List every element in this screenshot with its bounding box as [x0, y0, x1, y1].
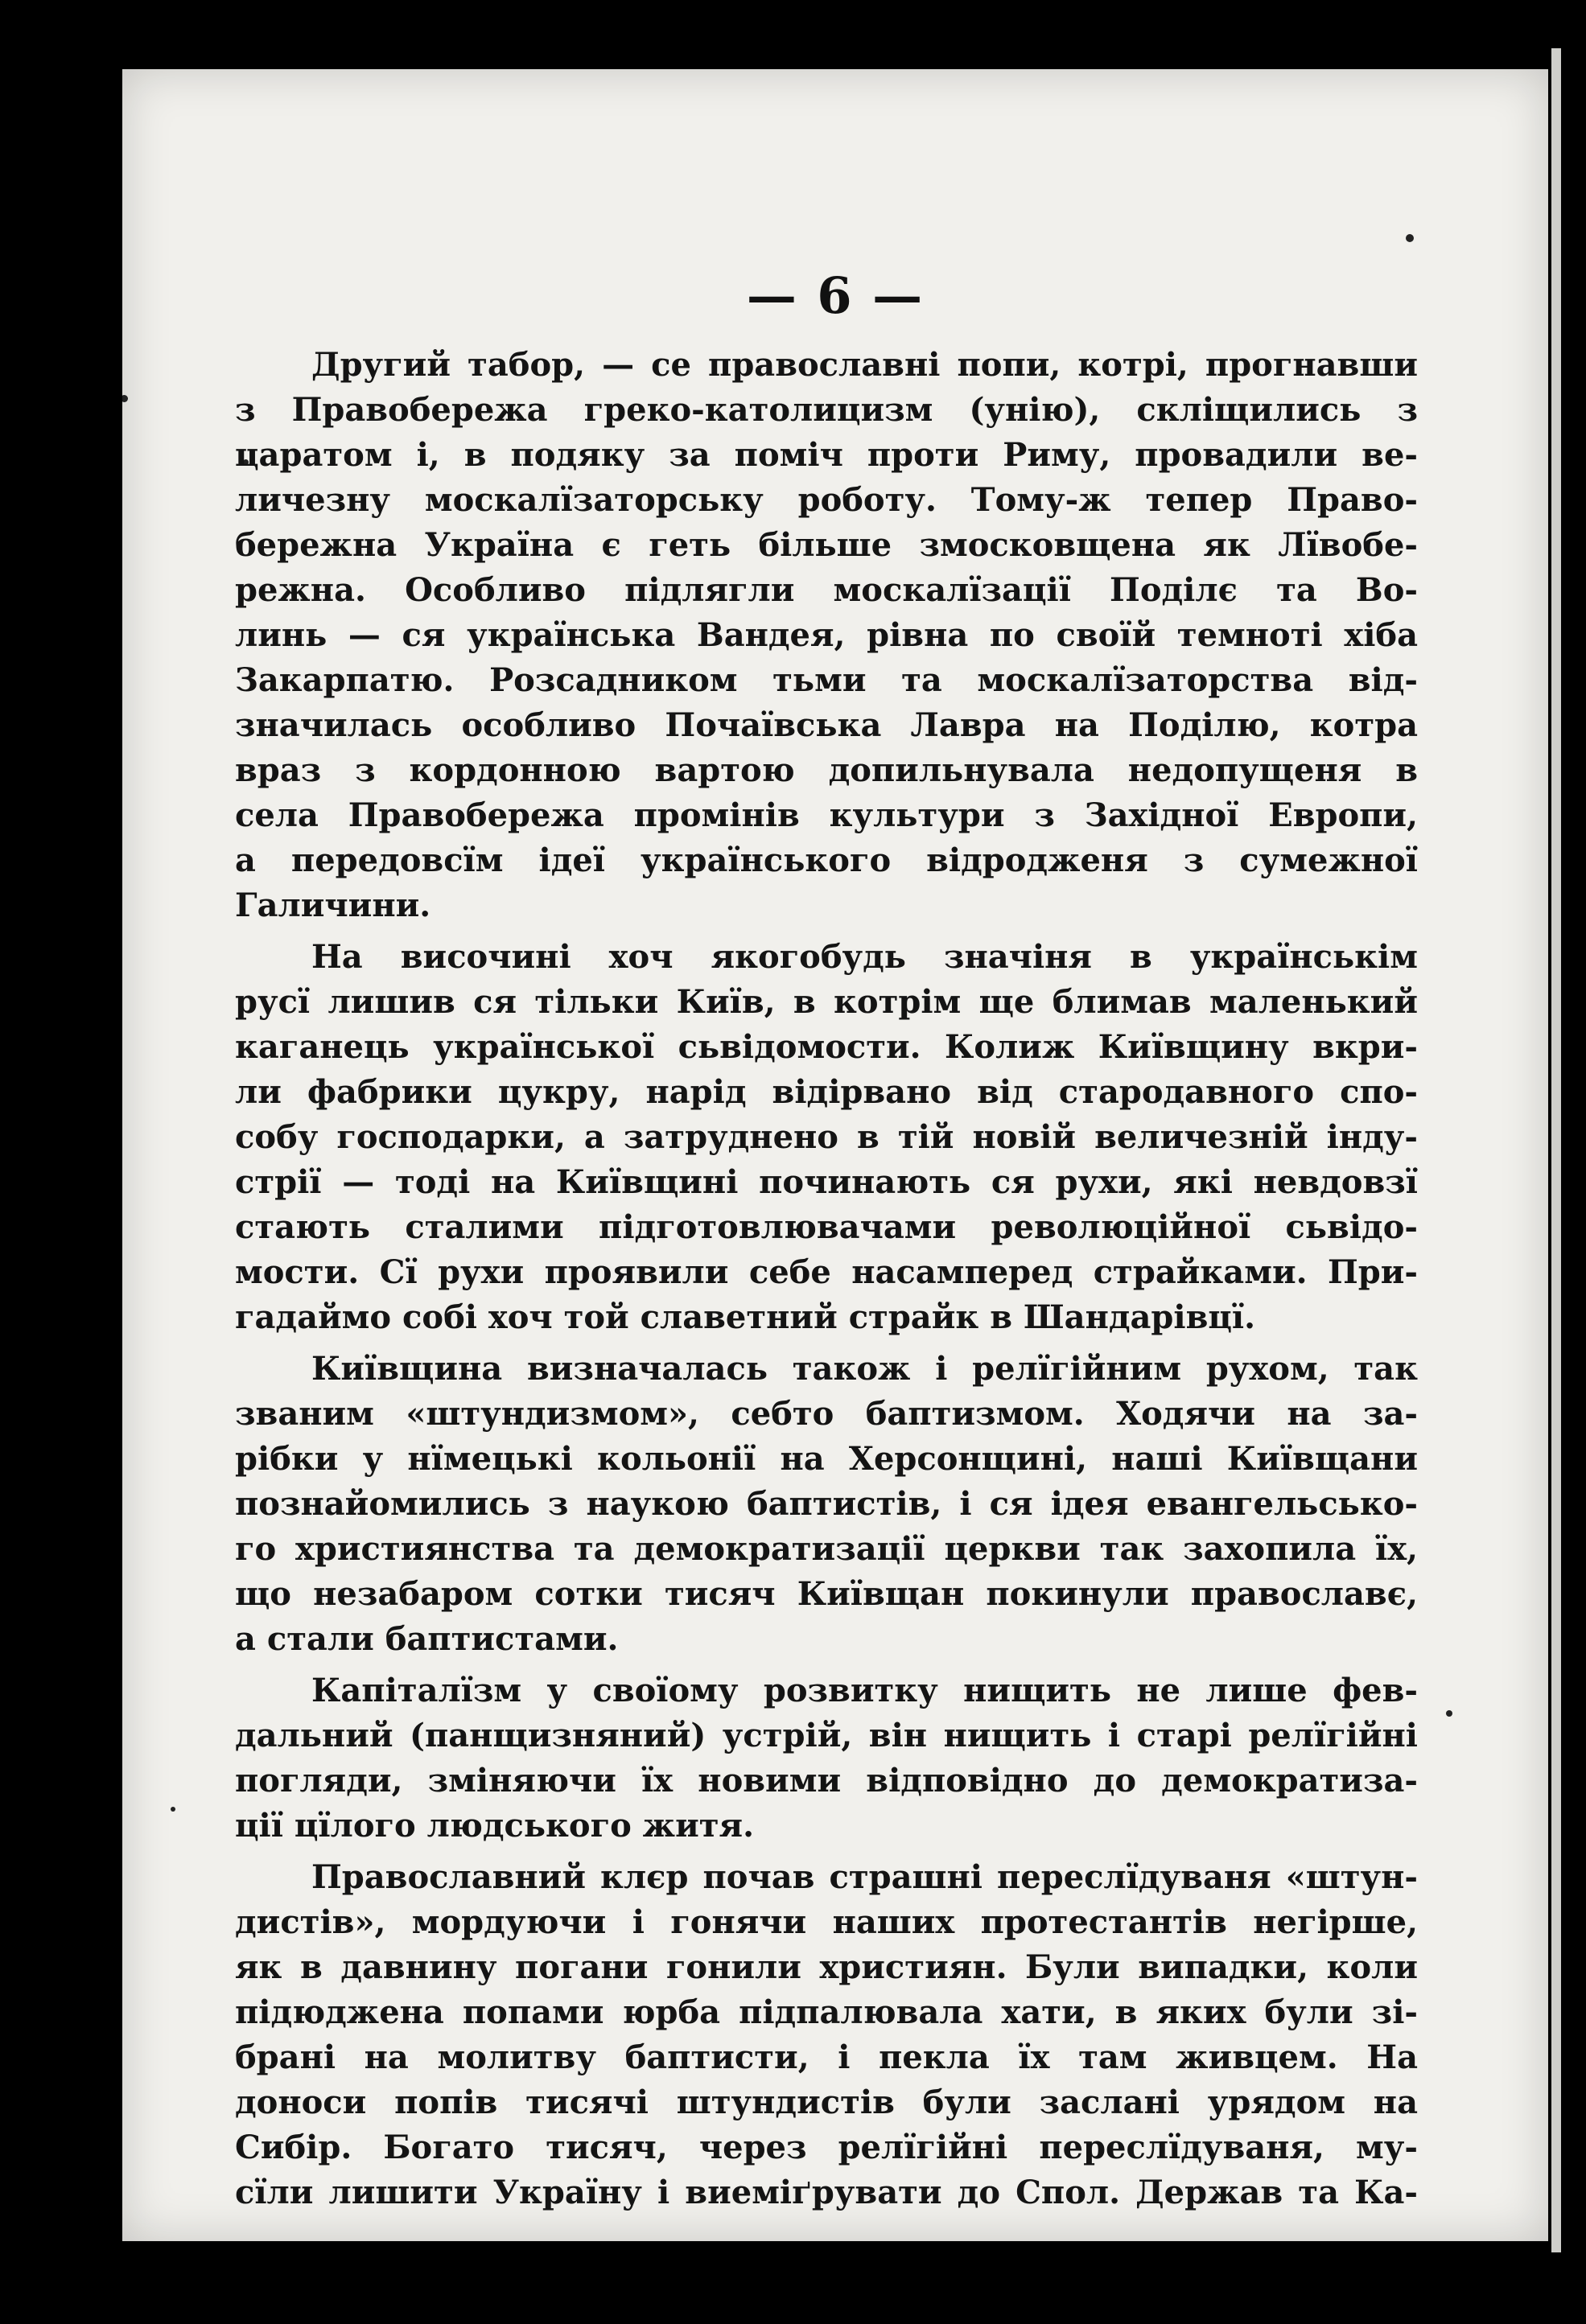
text-line: а передовсїм ідеї українського відродженя з сумежної — [235, 841, 1418, 879]
paragraph — [235, 935, 1418, 1340]
paragraph — [235, 1347, 1418, 1662]
text-line: познайомились з наукою баптистів, і ся ідея евангельсько- — [235, 1485, 1418, 1523]
text-line: каганець української сьвідомости. Колиж Київщину вкри- — [235, 1028, 1418, 1066]
text-line: русї лишив ся тільки Київ, в котрім ще блимав маленький — [235, 983, 1418, 1021]
scan-speck — [122, 395, 128, 402]
text-line: з Правобережа греко-католицизм (унію), скліщились з — [235, 391, 1418, 429]
text-line: го християнства та демократизації церкви так захопила їх, — [235, 1530, 1418, 1568]
text-line: Закарпатю. Розсадником тьми та москалїзаторства від- — [235, 661, 1418, 699]
text-line: Православний клєр почав страшні переслїдуваня «штун- — [311, 1858, 1418, 1896]
text-line: дальний (панщизняний) устрій, він нищить і старі релїгійні — [235, 1717, 1418, 1754]
text-line: рібки у нїмецькі кольонії на Херсонщині, наші Київщани — [235, 1440, 1418, 1478]
text-line: стають сталими підготовлювачами революційної сьвідо- — [235, 1208, 1418, 1246]
text-line: що незабаром сотки тисяч Київщан покинули православє, — [235, 1575, 1418, 1613]
paragraph — [235, 1855, 1418, 2215]
text-line: личезну москалїзаторську роботу. Тому-ж тепер Право- — [235, 481, 1418, 519]
adjacent-page-edge — [1551, 48, 1561, 2252]
paragraph — [235, 1668, 1418, 1849]
scan-speck — [171, 1807, 175, 1812]
text-line: погляди, зміняючи їх новими відповідно до демократиза- — [235, 1762, 1418, 1800]
text-line: линь — ся українська Вандея, рівна по своїй темноті хіба — [235, 616, 1418, 654]
text-line: дистів», мордуючи і гонячи наших протестантів негірше, — [235, 1903, 1418, 1941]
text-line: стрії — тоді на Київщині починають ся рухи, які невдовзї — [235, 1163, 1418, 1201]
text-line: царатом і, в подяку за поміч проти Риму, провадили ве- — [235, 436, 1418, 474]
body-text — [235, 343, 1418, 2222]
text-line: режна. Особливо підлягли москалїзації Поділє та Во- — [235, 571, 1418, 609]
text-line: мости. Сї рухи проявили себе насамперед страйками. При- — [235, 1253, 1418, 1291]
text-line: званим «штундизмом», себто баптизмом. Ходячи на за- — [235, 1395, 1418, 1433]
text-line: Другий табор, — се православні попи, котрі, прогнавши — [311, 346, 1418, 384]
text-line: брані на молитву баптисти, і пекла їх там живцем. На — [235, 2038, 1418, 2076]
text-line: Капіталїзм у своїому розвитку нищить не лише фев- — [311, 1672, 1418, 1709]
scan-speck — [1446, 1710, 1452, 1717]
paragraph — [235, 343, 1418, 928]
scan-speck — [1406, 234, 1414, 242]
text-line: собу господарки, а затруднено в тій новій величезній інду- — [235, 1118, 1418, 1156]
text-line: підюджена попами юрба підпалювала хати, в яких були зі- — [235, 1993, 1418, 2031]
text-line: а стали баптистами. — [235, 1620, 619, 1658]
text-line: враз з кордонною вартою допильнувала недопущеня в — [235, 751, 1418, 789]
text-line: На височині хоч якогобудь значіня в українськім — [311, 938, 1418, 976]
text-line: ції цїлого людського житя. — [235, 1807, 754, 1845]
book-page — [122, 69, 1548, 2241]
text-line: Київщина визначалась також і релїгійним рухом, так — [311, 1350, 1418, 1388]
page-number: — 6 — — [746, 266, 925, 325]
text-line: ли фабрики цукру, нарід відірвано від стародавного спо- — [235, 1073, 1418, 1111]
text-line: доноси попів тисячі штундистів були заслані урядом на — [235, 2083, 1418, 2121]
text-line: села Правобережа промінів культури з Західної Европи, — [235, 796, 1418, 834]
text-line: Сибір. Богато тисяч, через релїгійні переслїдуваня, му- — [235, 2129, 1418, 2166]
text-line: бережна Україна є геть більше змосковщена як Лївобе- — [235, 526, 1418, 564]
text-line: Галичини. — [235, 886, 431, 924]
text-line: як в давнину погани гонили християн. Були випадки, коли — [235, 1948, 1418, 1986]
text-line: сїли лишити Україну і виеміґрувати до Спол. Держав та Ка- — [235, 2174, 1418, 2211]
text-line: гадаймо собі хоч той славетний страйк в Шандарівцї. — [235, 1298, 1256, 1336]
text-line: значилась особливо Почаївська Лавра на Поділю, котра — [235, 706, 1418, 744]
